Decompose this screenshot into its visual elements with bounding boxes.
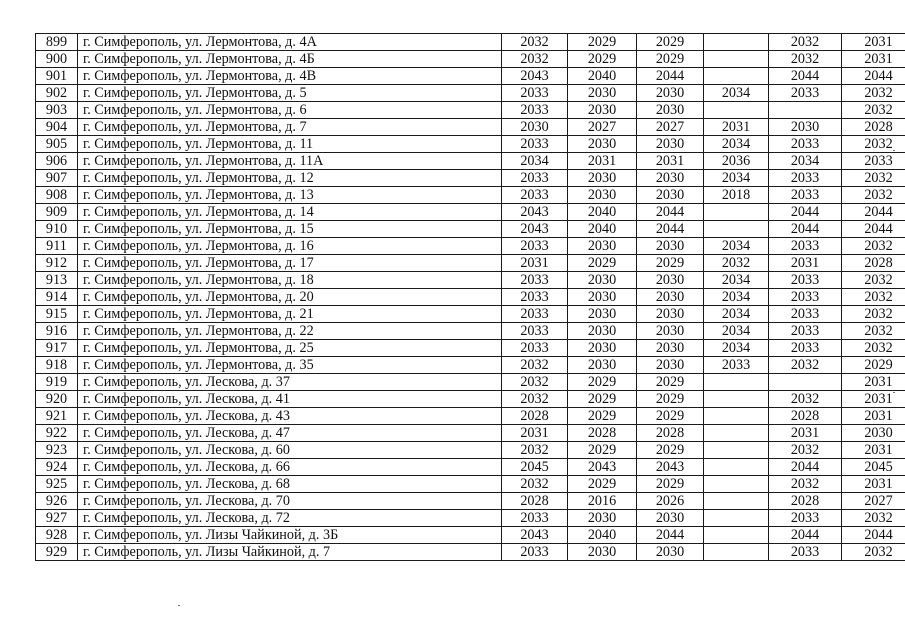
row-number: 920 — [36, 391, 78, 408]
row-number: 917 — [36, 340, 78, 357]
year-cell: 2032 — [502, 34, 568, 51]
address-cell: г. Симферополь, ул. Лермонтова, д. 6 — [78, 102, 502, 119]
row-number: 929 — [36, 544, 78, 561]
year-cell: 2030 — [568, 306, 637, 323]
row-number: 899 — [36, 34, 78, 51]
year-cell: 2030 — [568, 238, 637, 255]
year-cell: 2033 — [502, 544, 568, 561]
year-cell: 2033 — [502, 102, 568, 119]
year-cell: 2030 — [637, 136, 704, 153]
row-number: 913 — [36, 272, 78, 289]
year-cell: 2029 — [568, 51, 637, 68]
year-cell: 2033 — [769, 170, 842, 187]
table-body — [36, 34, 905, 561]
table-row — [36, 323, 905, 340]
address-cell: г. Симферополь, ул. Лизы Чайкиной, д. 3Б — [78, 527, 502, 544]
year-cell: 2033 — [502, 238, 568, 255]
year-cell: 2030 — [637, 289, 704, 306]
table-row — [36, 51, 905, 68]
year-cell: 2033 — [769, 187, 842, 204]
year-cell: 2030 — [637, 238, 704, 255]
year-cell — [704, 34, 769, 51]
year-cell: 2032 — [769, 51, 842, 68]
year-cell: 2030 — [568, 323, 637, 340]
table-row — [36, 391, 905, 408]
year-cell: 2030 — [637, 306, 704, 323]
year-cell: 2034 — [502, 153, 568, 170]
year-cell: 2044 — [769, 68, 842, 85]
table-row — [36, 442, 905, 459]
table-row — [36, 119, 905, 136]
year-cell: 2032 — [502, 442, 568, 459]
year-cell: 2031 — [842, 391, 905, 408]
year-cell: 2031 — [568, 153, 637, 170]
table-row — [36, 34, 905, 51]
year-cell: 2032 — [769, 442, 842, 459]
table-row — [36, 408, 905, 425]
table-row — [36, 170, 905, 187]
table-row — [36, 476, 905, 493]
year-cell: 2030 — [637, 272, 704, 289]
year-cell: 2031 — [637, 153, 704, 170]
year-cell: 2029 — [637, 255, 704, 272]
row-number: 911 — [36, 238, 78, 255]
table-row — [36, 272, 905, 289]
year-cell — [704, 408, 769, 425]
year-cell: 2033 — [704, 357, 769, 374]
year-cell: 2029 — [637, 374, 704, 391]
year-cell: 2033 — [502, 187, 568, 204]
year-cell: 2033 — [502, 170, 568, 187]
row-number: 912 — [36, 255, 78, 272]
table-row — [36, 204, 905, 221]
year-cell — [704, 442, 769, 459]
year-cell: 2028 — [637, 425, 704, 442]
year-cell: 2029 — [637, 442, 704, 459]
table-row — [36, 374, 905, 391]
year-cell: 2030 — [637, 510, 704, 527]
table-row — [36, 102, 905, 119]
address-cell: г. Симферополь, ул. Лескова, д. 43 — [78, 408, 502, 425]
year-cell: 2043 — [568, 459, 637, 476]
year-cell: 2029 — [568, 255, 637, 272]
year-cell: 2029 — [842, 357, 905, 374]
row-number: 900 — [36, 51, 78, 68]
year-cell: 2034 — [704, 340, 769, 357]
row-number: 909 — [36, 204, 78, 221]
table-row — [36, 544, 905, 561]
year-cell: 2029 — [568, 391, 637, 408]
year-cell: 2044 — [842, 68, 905, 85]
year-cell: 2031 — [842, 51, 905, 68]
address-cell: г. Симферополь, ул. Лермонтова, д. 11 — [78, 136, 502, 153]
year-cell: 2018 — [704, 187, 769, 204]
table-row — [36, 68, 905, 85]
address-cell: г. Симферополь, ул. Лизы Чайкиной, д. 7 — [78, 544, 502, 561]
address-cell: г. Симферополь, ул. Лермонтова, д. 7 — [78, 119, 502, 136]
year-cell: 2033 — [502, 136, 568, 153]
row-number: 916 — [36, 323, 78, 340]
year-cell: 2033 — [502, 323, 568, 340]
year-cell — [704, 425, 769, 442]
year-cell: 2031 — [502, 425, 568, 442]
year-cell: 2032 — [842, 136, 905, 153]
row-number: 923 — [36, 442, 78, 459]
year-cell: 2034 — [769, 153, 842, 170]
year-cell: 2030 — [637, 357, 704, 374]
year-cell: 2045 — [842, 459, 905, 476]
year-cell: 2032 — [769, 476, 842, 493]
year-cell: 2032 — [502, 357, 568, 374]
year-cell: 2033 — [769, 323, 842, 340]
year-cell: 2045 — [502, 459, 568, 476]
year-cell: 2032 — [769, 34, 842, 51]
table-row — [36, 255, 905, 272]
year-cell: 2030 — [502, 119, 568, 136]
year-cell: 2032 — [502, 391, 568, 408]
address-cell: г. Симферополь, ул. Лермонтова, д. 11А — [78, 153, 502, 170]
year-cell: 2029 — [568, 476, 637, 493]
year-cell: 2032 — [502, 374, 568, 391]
year-cell — [704, 204, 769, 221]
year-cell: 2031 — [842, 34, 905, 51]
address-cell: г. Симферополь, ул. Лескова, д. 47 — [78, 425, 502, 442]
year-cell: 2029 — [637, 34, 704, 51]
year-cell: 2032 — [842, 170, 905, 187]
row-number: 922 — [36, 425, 78, 442]
year-cell: 2030 — [637, 85, 704, 102]
year-cell: 2029 — [568, 374, 637, 391]
year-cell — [704, 476, 769, 493]
year-cell: 2030 — [637, 544, 704, 561]
year-cell: 2029 — [637, 51, 704, 68]
row-number: 925 — [36, 476, 78, 493]
row-number: 926 — [36, 493, 78, 510]
row-number: 914 — [36, 289, 78, 306]
year-cell — [704, 493, 769, 510]
year-cell: 2033 — [502, 289, 568, 306]
address-cell: г. Симферополь, ул. Лескова, д. 66 — [78, 459, 502, 476]
year-cell: 2030 — [568, 102, 637, 119]
year-cell: 2044 — [842, 527, 905, 544]
year-cell — [704, 102, 769, 119]
year-cell: 2028 — [842, 255, 905, 272]
year-cell: 2033 — [769, 289, 842, 306]
year-cell: 2031 — [502, 255, 568, 272]
year-cell: 2044 — [637, 204, 704, 221]
table-row — [36, 221, 905, 238]
year-cell — [704, 510, 769, 527]
row-number: 905 — [36, 136, 78, 153]
year-cell: 2044 — [637, 221, 704, 238]
year-cell: 2030 — [637, 170, 704, 187]
table-row — [36, 340, 905, 357]
address-cell: г. Симферополь, ул. Лермонтова, д. 17 — [78, 255, 502, 272]
address-cell: г. Симферополь, ул. Лескова, д. 60 — [78, 442, 502, 459]
year-cell: 2033 — [502, 340, 568, 357]
address-cell: г. Симферополь, ул. Лермонтова, д. 4А — [78, 34, 502, 51]
year-cell: 2032 — [502, 476, 568, 493]
year-cell: 2034 — [704, 323, 769, 340]
year-cell: 2027 — [637, 119, 704, 136]
year-cell: 2032 — [842, 323, 905, 340]
address-cell: г. Симферополь, ул. Лермонтова, д. 4В — [78, 68, 502, 85]
scan-speck — [178, 605, 180, 606]
year-cell: 2031 — [842, 408, 905, 425]
year-cell: 2044 — [769, 204, 842, 221]
year-cell: 2032 — [769, 391, 842, 408]
year-cell: 2031 — [769, 255, 842, 272]
year-cell: 2030 — [568, 510, 637, 527]
year-cell: 2031 — [704, 119, 769, 136]
year-cell — [704, 51, 769, 68]
year-cell: 2033 — [769, 238, 842, 255]
year-cell: 2044 — [637, 68, 704, 85]
year-cell: 2032 — [769, 357, 842, 374]
year-cell: 2034 — [704, 85, 769, 102]
address-cell: г. Симферополь, ул. Лермонтова, д. 4Б — [78, 51, 502, 68]
year-cell — [704, 527, 769, 544]
address-cell: г. Симферополь, ул. Лермонтова, д. 20 — [78, 289, 502, 306]
year-cell: 2028 — [502, 493, 568, 510]
year-cell: 2032 — [842, 238, 905, 255]
year-cell: 2034 — [704, 272, 769, 289]
year-cell: 2044 — [842, 204, 905, 221]
address-cell: г. Симферополь, ул. Лермонтова, д. 35 — [78, 357, 502, 374]
table-row — [36, 493, 905, 510]
year-cell: 2031 — [842, 374, 905, 391]
year-cell: 2032 — [842, 306, 905, 323]
year-cell: 2030 — [637, 187, 704, 204]
row-number: 901 — [36, 68, 78, 85]
year-cell: 2026 — [637, 493, 704, 510]
address-cell: г. Симферополь, ул. Лескова, д. 70 — [78, 493, 502, 510]
year-cell: 2032 — [842, 510, 905, 527]
year-cell: 2029 — [568, 408, 637, 425]
year-cell: 2032 — [842, 85, 905, 102]
year-cell: 2032 — [842, 289, 905, 306]
year-cell: 2033 — [769, 510, 842, 527]
table-row — [36, 85, 905, 102]
year-cell — [769, 374, 842, 391]
year-cell: 2030 — [769, 119, 842, 136]
year-cell: 2030 — [568, 340, 637, 357]
year-cell: 2043 — [637, 459, 704, 476]
year-cell: 2032 — [704, 255, 769, 272]
table-row — [36, 187, 905, 204]
year-cell — [704, 391, 769, 408]
year-cell: 2044 — [769, 221, 842, 238]
year-cell: 2028 — [769, 493, 842, 510]
scan-speck — [893, 392, 895, 393]
year-cell: 2030 — [568, 357, 637, 374]
address-cell: г. Симферополь, ул. Лермонтова, д. 22 — [78, 323, 502, 340]
year-cell: 2029 — [568, 442, 637, 459]
row-number: 928 — [36, 527, 78, 544]
year-cell: 2030 — [568, 170, 637, 187]
address-cell: г. Симферополь, ул. Лескова, д. 72 — [78, 510, 502, 527]
year-cell: 2028 — [842, 119, 905, 136]
address-cell: г. Симферополь, ул. Лескова, д. 37 — [78, 374, 502, 391]
year-cell: 2034 — [704, 136, 769, 153]
table-row — [36, 527, 905, 544]
year-cell: 2030 — [637, 323, 704, 340]
address-cell: г. Симферополь, ул. Лермонтова, д. 5 — [78, 85, 502, 102]
row-number: 902 — [36, 85, 78, 102]
year-cell: 2033 — [769, 306, 842, 323]
year-cell: 2044 — [769, 527, 842, 544]
year-cell: 2030 — [637, 102, 704, 119]
year-cell — [704, 374, 769, 391]
row-number: 908 — [36, 187, 78, 204]
row-number: 904 — [36, 119, 78, 136]
year-cell: 2034 — [704, 306, 769, 323]
year-cell: 2030 — [568, 544, 637, 561]
table-row — [36, 306, 905, 323]
year-cell: 2033 — [502, 306, 568, 323]
year-cell — [704, 459, 769, 476]
year-cell: 2044 — [769, 459, 842, 476]
year-cell: 2030 — [568, 136, 637, 153]
year-cell: 2028 — [769, 408, 842, 425]
year-cell: 2016 — [568, 493, 637, 510]
year-cell: 2043 — [502, 527, 568, 544]
row-number: 921 — [36, 408, 78, 425]
year-cell: 2030 — [637, 340, 704, 357]
year-cell: 2040 — [568, 204, 637, 221]
year-cell: 2043 — [502, 68, 568, 85]
row-number: 903 — [36, 102, 78, 119]
row-number: 910 — [36, 221, 78, 238]
year-cell: 2040 — [568, 221, 637, 238]
year-cell: 2033 — [769, 340, 842, 357]
year-cell: 2043 — [502, 221, 568, 238]
year-cell: 2032 — [842, 102, 905, 119]
address-cell: г. Симферополь, ул. Лермонтова, д. 18 — [78, 272, 502, 289]
row-number: 924 — [36, 459, 78, 476]
address-cell: г. Симферополь, ул. Лермонтова, д. 14 — [78, 204, 502, 221]
year-cell: 2029 — [568, 34, 637, 51]
year-cell: 2029 — [637, 391, 704, 408]
year-cell: 2044 — [637, 527, 704, 544]
year-cell: 2031 — [769, 425, 842, 442]
address-cell: г. Симферополь, ул. Лермонтова, д. 15 — [78, 221, 502, 238]
year-cell — [704, 221, 769, 238]
year-cell: 2031 — [842, 442, 905, 459]
year-cell: 2043 — [502, 204, 568, 221]
year-cell: 2032 — [842, 187, 905, 204]
table-row — [36, 357, 905, 374]
year-cell: 2029 — [637, 476, 704, 493]
address-cell: г. Симферополь, ул. Лескова, д. 41 — [78, 391, 502, 408]
year-cell: 2033 — [502, 510, 568, 527]
year-cell: 2040 — [568, 527, 637, 544]
year-cell: 2034 — [704, 289, 769, 306]
row-number: 919 — [36, 374, 78, 391]
year-cell — [769, 102, 842, 119]
scan-speck — [893, 150, 895, 151]
year-cell: 2036 — [704, 153, 769, 170]
address-cell: г. Симферополь, ул. Лермонтова, д. 16 — [78, 238, 502, 255]
year-cell: 2027 — [842, 493, 905, 510]
table-row — [36, 238, 905, 255]
year-cell: 2033 — [769, 544, 842, 561]
row-number: 927 — [36, 510, 78, 527]
year-cell: 2028 — [568, 425, 637, 442]
year-cell: 2033 — [769, 136, 842, 153]
address-cell: г. Симферополь, ул. Лермонтова, д. 25 — [78, 340, 502, 357]
table-row — [36, 425, 905, 442]
year-cell: 2032 — [502, 51, 568, 68]
row-number: 907 — [36, 170, 78, 187]
year-cell: 2033 — [502, 272, 568, 289]
table-row — [36, 136, 905, 153]
year-cell: 2032 — [842, 340, 905, 357]
row-number: 918 — [36, 357, 78, 374]
year-cell: 2033 — [769, 85, 842, 102]
address-cell: г. Симферополь, ул. Лескова, д. 68 — [78, 476, 502, 493]
year-cell: 2029 — [637, 408, 704, 425]
address-cell: г. Симферополь, ул. Лермонтова, д. 13 — [78, 187, 502, 204]
year-cell: 2030 — [568, 187, 637, 204]
year-cell: 2044 — [842, 221, 905, 238]
year-cell: 2030 — [568, 272, 637, 289]
housing-schedule-table — [35, 33, 905, 561]
year-cell: 2028 — [502, 408, 568, 425]
year-cell: 2033 — [842, 153, 905, 170]
year-cell: 2033 — [502, 85, 568, 102]
address-cell: г. Симферополь, ул. Лермонтова, д. 21 — [78, 306, 502, 323]
year-cell: 2034 — [704, 238, 769, 255]
year-cell: 2040 — [568, 68, 637, 85]
year-cell: 2032 — [842, 272, 905, 289]
table-row — [36, 153, 905, 170]
year-cell: 2033 — [769, 272, 842, 289]
address-cell: г. Симферополь, ул. Лермонтова, д. 12 — [78, 170, 502, 187]
year-cell — [704, 544, 769, 561]
table-row — [36, 459, 905, 476]
table-row — [36, 289, 905, 306]
year-cell: 2030 — [842, 425, 905, 442]
year-cell: 2032 — [842, 544, 905, 561]
row-number: 915 — [36, 306, 78, 323]
year-cell — [704, 68, 769, 85]
year-cell: 2030 — [568, 289, 637, 306]
year-cell: 2027 — [568, 119, 637, 136]
year-cell: 2030 — [568, 85, 637, 102]
year-cell: 2034 — [704, 170, 769, 187]
row-number: 906 — [36, 153, 78, 170]
year-cell: 2031 — [842, 476, 905, 493]
table-row — [36, 510, 905, 527]
